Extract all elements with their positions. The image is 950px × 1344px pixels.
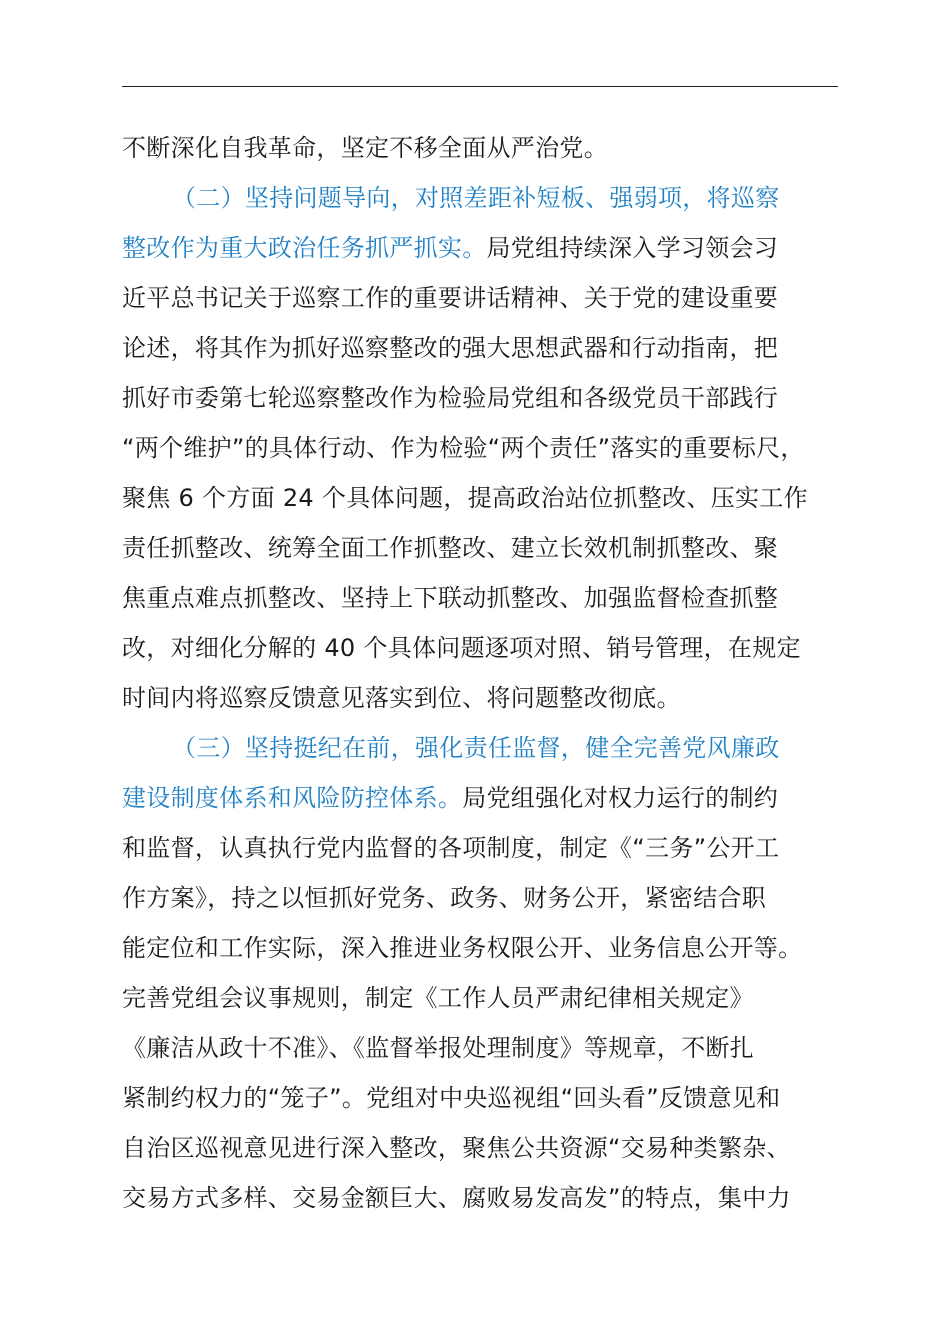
text-line	[122, 883, 862, 913]
text-line	[122, 583, 862, 613]
text-segment: 抓好市委第七轮巡察整改作为检验局党组和各级党员干部践行	[122, 384, 779, 412]
section-heading-line	[172, 183, 912, 213]
text-segment: 能定位和工作实际，深入推进业务权限公开、业务信息公开等。	[122, 934, 803, 962]
text-line	[122, 133, 862, 163]
section-heading-line	[172, 733, 912, 763]
text-segment: 改，对细化分解的 40 个具体问题逐项对照、销号管理，在规定	[122, 634, 801, 662]
text-segment: 焦重点难点抓整改、坚持上下联动抓整改、加强监督检查抓整	[122, 584, 779, 612]
text-line	[122, 233, 862, 263]
text-line	[122, 633, 862, 663]
text-line	[122, 783, 862, 813]
text-line	[122, 1183, 862, 1213]
text-line	[122, 483, 862, 513]
text-segment: 《廉洁从政十不准》、《监督举报处理制度》等规章，不断扎	[122, 1034, 755, 1062]
text-segment: 时间内将巡察反馈意见落实到位、将问题整改彻底。	[122, 684, 681, 712]
section-heading: 建设制度体系和风险防控体系。	[122, 784, 463, 812]
text-segment: 紧制约权力的“笼子”。党组对中央巡视组“回头看”反馈意见和	[122, 1084, 781, 1112]
text-line	[122, 1083, 862, 1113]
text-line	[122, 283, 862, 313]
text-segment: 近平总书记关于巡察工作的重要讲话精神、关于党的建设重要	[122, 284, 779, 312]
text-segment: 自治区巡视意见进行深入整改，聚焦公共资源“交易种类繁杂、	[122, 1134, 791, 1162]
text-line	[122, 833, 862, 863]
text-line	[122, 433, 862, 463]
text-line	[122, 933, 862, 963]
text-segment: 不断深化自我革命，坚定不移全面从严治党。	[122, 134, 608, 162]
text-line	[122, 333, 862, 363]
text-line	[122, 683, 862, 713]
section-heading: （三）坚持挺纪在前，强化责任监督，健全完善党风廉政	[172, 734, 780, 762]
text-segment: 作方案》，持之以恒抓好党务、政务、财务公开，紧密结合职	[122, 884, 767, 912]
text-segment: 论述，将其作为抓好巡察整改的强大思想武器和行动指南，把	[122, 334, 779, 362]
text-segment: 责任抓整改、统筹全面工作抓整改、建立长效机制抓整改、聚	[122, 534, 779, 562]
section-heading: 整改作为重大政治任务抓严抓实。	[122, 234, 487, 262]
text-segment: 聚焦 6 个方面 24 个具体问题，提高政治站位抓整改、压实工作	[122, 484, 808, 512]
text-segment: 完善党组会议事规则，制定《工作人员严肃纪律相关规定》	[122, 984, 754, 1012]
section-heading: （二）坚持问题导向，对照差距补短板、强弱项，将巡察	[172, 184, 780, 212]
text-segment: “两个维护”的具体行动、作为检验“两个责任”落实的重要标尺，	[122, 434, 805, 462]
text-segment: 局党组强化对权力运行的制约	[462, 784, 779, 812]
text-line	[122, 983, 862, 1013]
text-line	[122, 1133, 862, 1163]
text-line	[122, 1033, 862, 1063]
text-segment: 局党组持续深入学习领会习	[486, 234, 779, 262]
header-rule	[122, 86, 838, 87]
text-segment: 和监督，认真执行党内监督的各项制度，制定《“三务”公开工	[122, 834, 780, 862]
text-line	[122, 383, 862, 413]
text-segment: 交易方式多样、交易金额巨大、腐败易发高发”的特点，集中力	[122, 1184, 791, 1212]
text-line	[122, 533, 862, 563]
